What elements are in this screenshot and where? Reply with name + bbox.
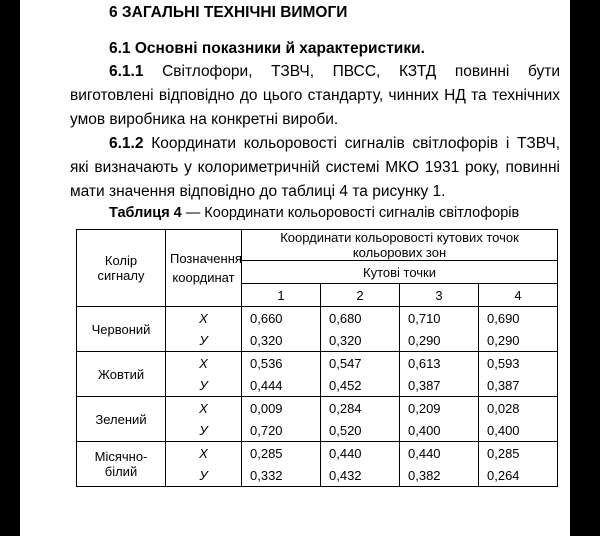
- cell-y-symbol: У: [166, 329, 242, 352]
- cell-y-value: 0,432: [321, 464, 400, 487]
- paragraph-6-1-1: [70, 60, 560, 132]
- header-coord: Позначення координат: [166, 230, 242, 307]
- point-header: 2: [321, 284, 400, 307]
- cell-colour: Зелений: [77, 397, 166, 442]
- cell-y-value: 0,320: [321, 329, 400, 352]
- cell-x-value: 0,593: [479, 352, 558, 375]
- cell-x-value: 0,680: [321, 307, 400, 330]
- cell-x-value: 0,284: [321, 397, 400, 420]
- table-caption-text: — Координати кольоровості сигналів світлофорів: [181, 205, 520, 221]
- cell-x-value: 0,009: [242, 397, 321, 420]
- section-title: 6 ЗАГАЛЬНІ ТЕХНІЧНІ ВИМОГИ: [109, 4, 348, 21]
- cell-x-symbol: X: [166, 442, 242, 465]
- cell-x-value: 0,440: [400, 442, 479, 465]
- cell-y-value: 0,400: [400, 419, 479, 442]
- document-page: [20, 0, 570, 536]
- cell-x-value: 0,536: [242, 352, 321, 375]
- cell-y-value: 0,452: [321, 374, 400, 397]
- cell-x-value: 0,440: [321, 442, 400, 465]
- point-header: 1: [242, 284, 321, 307]
- table-row: [77, 397, 558, 420]
- cell-x-value: 0,690: [479, 307, 558, 330]
- cell-y-value: 0,264: [479, 464, 558, 487]
- cell-y-value: 0,290: [400, 329, 479, 352]
- paragraph-text: Координати кольоровості сигналів світлофорів і ТЗВЧ, які визначають у колориметричній системі МКО 1931 року, повинні мати значення відповідно до таблиці 4 та рисунку 1.: [70, 135, 560, 200]
- point-header: 3: [400, 284, 479, 307]
- subsection-title: 6.1 Основні показники й характеристики.: [109, 40, 425, 57]
- header-colour: Колір сигналу: [77, 230, 166, 307]
- left-dark-edge: [0, 0, 20, 536]
- cell-x-value: 0,660: [242, 307, 321, 330]
- cell-x-value: 0,613: [400, 352, 479, 375]
- cell-colour: Жовтий: [77, 352, 166, 397]
- table-row: [77, 307, 558, 330]
- cell-x-symbol: X: [166, 307, 242, 330]
- cell-y-symbol: У: [166, 464, 242, 487]
- cell-y-symbol: У: [166, 374, 242, 397]
- table-row: [77, 442, 558, 465]
- cell-x-value: 0,209: [400, 397, 479, 420]
- table-label: Таблиця 4: [109, 205, 182, 221]
- paragraph-number: 6.1.1: [109, 63, 144, 80]
- cell-x-value: 0,547: [321, 352, 400, 375]
- cell-x-value: 0,285: [479, 442, 558, 465]
- cell-y-value: 0,520: [321, 419, 400, 442]
- table-caption: [109, 205, 519, 221]
- table-row: [77, 352, 558, 375]
- cell-colour: Червоний: [77, 307, 166, 352]
- cell-y-value: 0,444: [242, 374, 321, 397]
- cell-x-value: 0,710: [400, 307, 479, 330]
- paragraph-number: 6.1.2: [109, 135, 144, 152]
- cell-y-value: 0,720: [242, 419, 321, 442]
- cell-x-symbol: X: [166, 397, 242, 420]
- cell-y-value: 0,290: [479, 329, 558, 352]
- cell-y-value: 0,400: [479, 419, 558, 442]
- cell-x-value: 0,285: [242, 442, 321, 465]
- cell-y-value: 0,320: [242, 329, 321, 352]
- right-dark-edge: [570, 0, 600, 536]
- cell-x-value: 0,028: [479, 397, 558, 420]
- header-group: Координати кольоровості кутових точок кольорових зон: [242, 230, 558, 261]
- header-sub: Кутові точки: [242, 261, 558, 284]
- cell-x-symbol: X: [166, 352, 242, 375]
- chromaticity-table: [76, 229, 558, 487]
- paragraph-6-1-2: [70, 132, 560, 204]
- cell-y-value: 0,382: [400, 464, 479, 487]
- table-header-row: [77, 230, 558, 261]
- cell-colour: Місячно-білий: [77, 442, 166, 487]
- cell-y-value: 0,332: [242, 464, 321, 487]
- cell-y-value: 0,387: [479, 374, 558, 397]
- cell-y-value: 0,387: [400, 374, 479, 397]
- paragraph-text: Світлофори, ТЗВЧ, ПВСС, КЗТД повинні бути виготовлені відповідно до цього стандарту, чинних НД та технічних умов виробника на конкретні вироби.: [70, 63, 560, 128]
- cell-y-symbol: У: [166, 419, 242, 442]
- point-header: 4: [479, 284, 558, 307]
